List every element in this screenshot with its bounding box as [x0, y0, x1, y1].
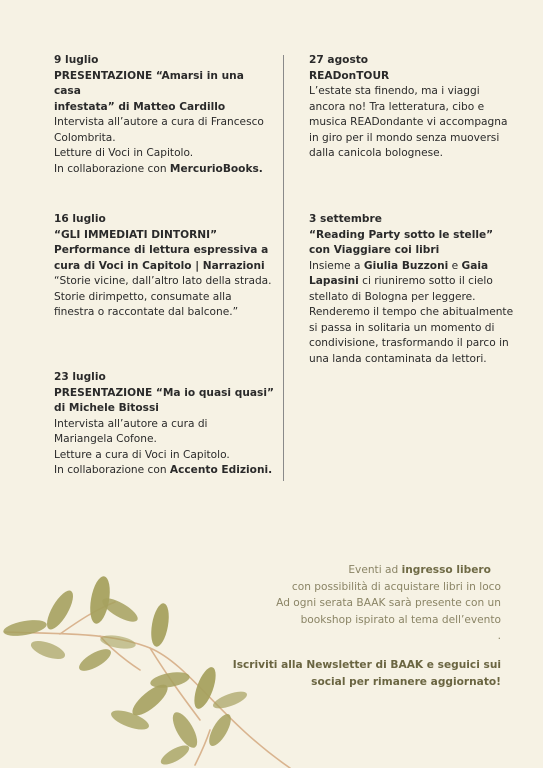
event-body-line: L’estate sta finendo, ma i viaggi	[309, 85, 480, 97]
event-title-line: infestata” di Matteo Cardillo	[54, 100, 226, 113]
leaf-icon	[76, 645, 114, 675]
event-body-line: finestra o raccontate dal balcone.”	[54, 306, 239, 318]
collab-prefix: In collaborazione con	[54, 162, 170, 175]
event-date: 16 luglio	[54, 213, 106, 225]
olive-branch-icon	[0, 570, 300, 768]
footer-prefix: Eventi ad	[348, 564, 402, 576]
footer-line: Ad ogni serata BAAK sarà presente con un	[276, 597, 501, 609]
event-title-line: “Reading Party sotto le stelle”	[309, 228, 494, 241]
event-9-luglio	[54, 53, 274, 177]
event-title-line: READonTOUR	[309, 69, 390, 82]
footer-line: con possibilità di acquistare libri in loco	[291, 580, 501, 593]
footer-line: .	[497, 630, 501, 642]
leaf-icon	[148, 602, 171, 648]
event-body-line: Intervista all’autore a cura di	[54, 417, 208, 430]
leaf-icon	[158, 742, 192, 768]
footer-line: bookshop ispirato al tema dell’evento	[300, 613, 501, 626]
event-body-line: una landa contaminata da lettori.	[309, 352, 487, 365]
event-body-line: musica READondante vi accompagna	[309, 116, 508, 128]
leaf-icon	[211, 688, 249, 712]
event-collab	[54, 162, 274, 178]
intro-prefix: Insieme a	[309, 259, 364, 272]
event-date: 9 luglio	[54, 54, 99, 66]
collab-name: MercurioBooks.	[169, 162, 263, 175]
collab-name: Accento Edizioni.	[169, 464, 273, 476]
column-divider	[283, 55, 284, 481]
event-body-line: Letture a cura di Voci in Capitolo.	[54, 448, 230, 461]
event-body-line: stellato di Bologna per leggere.	[309, 290, 476, 303]
event-date: 3 settembre	[309, 213, 382, 225]
event-collab	[54, 463, 274, 479]
cta-line: Iscriviti alla Newsletter di BAAK e seguici sui	[232, 659, 501, 671]
collab-prefix: In collaborazione con	[54, 464, 170, 476]
free-entry-highlight: ingresso libero	[401, 564, 491, 576]
event-intro-line	[309, 274, 514, 290]
event-title-line: PRESENTAZIONE “Ma io quasi quasi”	[54, 386, 274, 399]
event-title-line: PRESENTAZIONE “Amarsi in una casa	[54, 69, 244, 97]
event-body-line: “Storie vicine, dall’altro lato della strada.	[54, 275, 272, 287]
guest-name: Lapasini	[309, 275, 359, 287]
event-date: 23 luglio	[54, 371, 106, 383]
event-title-line: di Michele Bitossi	[54, 402, 159, 414]
event-body-line: condivisione, trasformando il parco in	[309, 337, 509, 349]
event-16-luglio	[54, 212, 274, 321]
leaf-icon	[99, 633, 137, 651]
event-intro-line	[309, 259, 514, 275]
event-body-line: Intervista all’autore a cura di Francesco	[54, 116, 264, 128]
event-23-luglio	[54, 370, 274, 479]
event-body-line: Storie dirimpetto, consumate alla	[54, 290, 232, 303]
leaf-icon	[128, 680, 172, 721]
event-body-line: ancora no! Tra letteratura, cibo e	[309, 100, 485, 113]
event-title-line: con Viaggiare coi libri	[309, 244, 440, 256]
event-body-line: si passa in solitaria un momento di	[309, 321, 495, 334]
event-body-line: Colombrita.	[54, 131, 116, 144]
event-27-agosto	[309, 53, 514, 162]
event-body-line: Letture di Voci in Capitolo.	[54, 147, 194, 159]
event-body-line: dalla canicola bolognese.	[309, 147, 444, 159]
event-title-line: cura di Voci in Capitolo | Narrazioni	[54, 259, 265, 272]
event-title-line: Performance di lettura espressiva a	[54, 244, 269, 256]
event-body-line: Mariangela Cofone.	[54, 433, 157, 445]
event-body-line: Renderemo il tempo che abitualmente	[309, 306, 514, 318]
cta-line: social per rimanere aggiornato!	[311, 676, 501, 688]
intro-suffix: ci riuniremo sotto il cielo	[358, 275, 493, 287]
guest-name: Giulia Buzzoni	[363, 259, 449, 272]
event-body-line: in giro per il mondo senza muoversi	[309, 131, 500, 144]
intro-conj: e	[448, 259, 462, 272]
event-title-line: “GLI IMMEDIATI DINTORNI”	[54, 228, 218, 241]
leaf-icon	[29, 637, 68, 662]
guest-name: Gaia	[461, 259, 489, 272]
leaf-icon	[2, 617, 48, 638]
event-3-settembre	[309, 212, 514, 367]
event-date: 27 agosto	[309, 54, 369, 66]
